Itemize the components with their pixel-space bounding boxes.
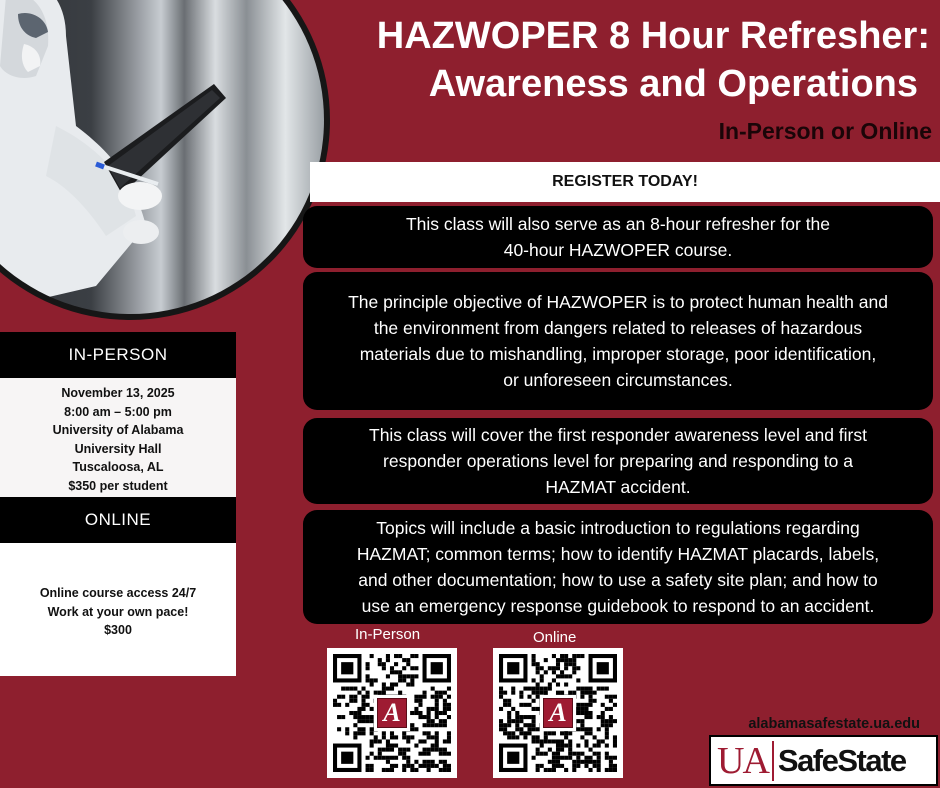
online-qr-code[interactable] xyxy=(493,648,623,778)
info-line: Topics will include a basic introduction to regulations regarding xyxy=(376,518,860,538)
info-line: responder operations level for preparing and responding to a xyxy=(383,451,853,471)
info-line: materials due to mishandling, improper storage, poor identification, xyxy=(359,344,877,364)
info-box-coverage xyxy=(303,418,933,504)
ua-safestate-logo xyxy=(709,735,938,786)
title-line-1: HAZWOPER 8 Hour Refresher: xyxy=(376,15,930,57)
qr-label-in-person: In-Person xyxy=(355,626,421,643)
in-person-qr-code[interactable] xyxy=(327,648,457,778)
info-line: This class will cover the first responder awareness level and first xyxy=(369,425,867,445)
online-details xyxy=(0,543,236,676)
in-person-time: 8:00 am – 5:00 pm xyxy=(64,404,172,419)
online-pace: Work at your own pace! xyxy=(47,604,189,619)
logo-ua-text: UA xyxy=(717,739,768,782)
logo-divider xyxy=(772,741,774,781)
alabama-a-logo: A xyxy=(374,695,410,731)
in-person-date: November 13, 2025 xyxy=(61,386,175,400)
info-line: HAZMAT accident. xyxy=(545,477,691,497)
info-line: and other documentation; how to use a safety site plan; and how to xyxy=(358,570,878,590)
info-line: or unforeseen circumstances. xyxy=(503,370,733,390)
info-line: This class will also serve as an 8-hour refresher for the xyxy=(405,214,831,234)
in-person-building: University Hall xyxy=(74,441,162,456)
info-line: use an emergency response guidebook to respond to an accident. xyxy=(361,596,875,616)
website-link[interactable]: alabamasafestate.ua.edu xyxy=(748,716,920,732)
logo-safestate-text: SafeState xyxy=(777,743,906,778)
info-box-topics xyxy=(303,510,933,624)
qr-label-online: Online xyxy=(533,629,577,646)
info-line: 40-hour HAZWOPER course. xyxy=(503,240,733,260)
worker-photo xyxy=(0,0,324,314)
alabama-a-logo: A xyxy=(540,695,576,731)
subtitle: In-Person or Online xyxy=(718,118,932,144)
in-person-heading: IN-PERSON xyxy=(0,332,236,378)
online-access: Online course access 24/7 xyxy=(39,586,197,600)
page-title xyxy=(290,12,930,108)
online-heading: ONLINE xyxy=(0,497,236,543)
info-line: HAZMAT; common terms; how to identify HAZMAT placards, labels, xyxy=(356,544,880,564)
info-line: The principle objective of HAZWOPER is to protect human health and xyxy=(348,292,888,312)
in-person-price: $350 per student xyxy=(68,478,168,493)
info-box-refresher xyxy=(303,206,933,268)
register-banner[interactable]: REGISTER TODAY! xyxy=(310,162,940,202)
title-line-2: Awareness and Operations xyxy=(428,63,918,105)
online-price: $300 xyxy=(104,623,132,637)
in-person-city: Tuscaloosa, AL xyxy=(72,460,164,474)
info-box-objective xyxy=(303,272,933,410)
info-line: the environment from dangers related to releases of hazardous xyxy=(373,318,863,338)
in-person-university: University of Alabama xyxy=(52,423,184,437)
in-person-details xyxy=(0,378,236,497)
